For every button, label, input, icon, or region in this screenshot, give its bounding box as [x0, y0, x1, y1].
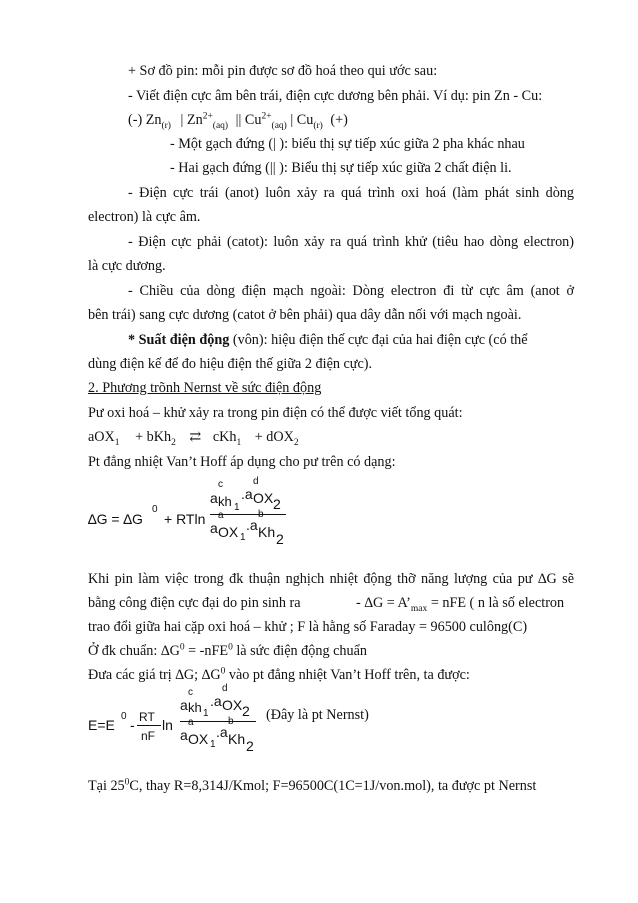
- cell-notation-line: (-) $Zn_{(r)}$ | $Zn^{2+}_{(aq)}$ || $Cu^{2+}_{(aq)}$ | $Cu_{(r)}$ (+): [128, 111, 348, 131]
- text-line: bên trái) sang cực dương (catot ở bên phải) qua dây dẫn nối với mạch ngoài.: [88, 307, 522, 323]
- text-line: Pư oxi hoá – khử xảy ra trong pin điện có thể được viết tổng quát:: [88, 405, 463, 421]
- reaction-equation: aOX$_1$ + bKh$_2$ ⇄ cKh$_1$ + dOX$_2$: [88, 429, 299, 448]
- text-line: - Viết điện cực âm bên trái, điện cực dương bên phải. Ví dụ: pin Zn - Cu:: [128, 88, 543, 104]
- text-line: là cực dương.: [88, 258, 166, 274]
- nernst-equation: E=E 0 - RT nF ln a c kh 1 .a d OX 2 a a OX 1 .a b Kh 2 (Đây là pt Nernst): [88, 683, 369, 754]
- text-line: Tại $25^0C$, thay R=8,314J/Kmol; F=96500C(1C=1J/von.mol), ta được pt Nernst: [88, 777, 537, 794]
- text-line: - Điện cực phải (catot): luôn xảy ra quá trình khử (tiêu hao dòng electron): [128, 234, 574, 250]
- text-line: electron) là cực âm.: [88, 209, 201, 225]
- text-line: Khi pin làm việc trong đk thuận nghịch nhiệt động thỡ năng lượng của pư ∆G sẽ: [88, 571, 574, 587]
- emf-term: * Suất điện động: [128, 332, 230, 348]
- emf-definition-line: * Suất điện động (vôn): hiệu điện thế cực đại của hai điện cực (có thể: [128, 332, 528, 348]
- fraction-bar: [137, 725, 161, 726]
- nernst-note: (Đây là pt Nernst): [266, 707, 369, 723]
- text-line: bằng công điện cực đại do pin sinh ra - $\Delta G = A’_{max}$ = nFE ( n là số electron: [88, 595, 565, 614]
- text-line: + Sơ đồ pin: mỗi pin được sơ đồ hoá theo qui ước sau:: [128, 63, 438, 79]
- section-heading: 2. Phương trõnh Nernst về sức điện động: [88, 380, 322, 396]
- text-line: - Hai gạch đứng (|| ): Biểu thị sự tiếp xúc giữa 2 chất điện li.: [170, 160, 512, 176]
- text-line: Ở đk chuẩn: $\Delta G^0 = -nFE^0$ là sức điện động chuẩn: [88, 642, 367, 659]
- equilibrium-arrow-icon: ⇄: [189, 429, 202, 445]
- text-line: trao đổi giữa hai cặp oxi hoá – khử ; F là hằng số Faraday = 96500 culông(C): [88, 619, 528, 635]
- text-line: Pt đẳng nhiệt Van’t Hoff áp dụng cho pư trên có dạng:: [88, 454, 396, 470]
- text-line: Đưa các giá trị ∆G; $\Delta G^0$ vào pt đẳng nhiệt Van’t Hoff trên, ta được:: [88, 666, 470, 683]
- text-line: - Điện cực trái (anot) luôn xảy ra quá trình oxi hoá (làm phát sinh dòng: [128, 185, 574, 201]
- text-line: - Chiều của dòng điện mạch ngoài: Dòng electron đi từ cực âm (anot ở: [128, 283, 574, 299]
- text-line: - Một gạch đứng (| ): biểu thị sự tiếp xúc giữa 2 pha khác nhau: [170, 136, 525, 152]
- vant-hoff-equation: ∆G = ∆G 0 + RTln a c kh 1 .a d OX 2 a a OX 1 .a b Kh 2: [88, 475, 328, 555]
- text-line: dùng điện kế để đo hiệu điện thế giữa 2 điện cực).: [88, 356, 373, 372]
